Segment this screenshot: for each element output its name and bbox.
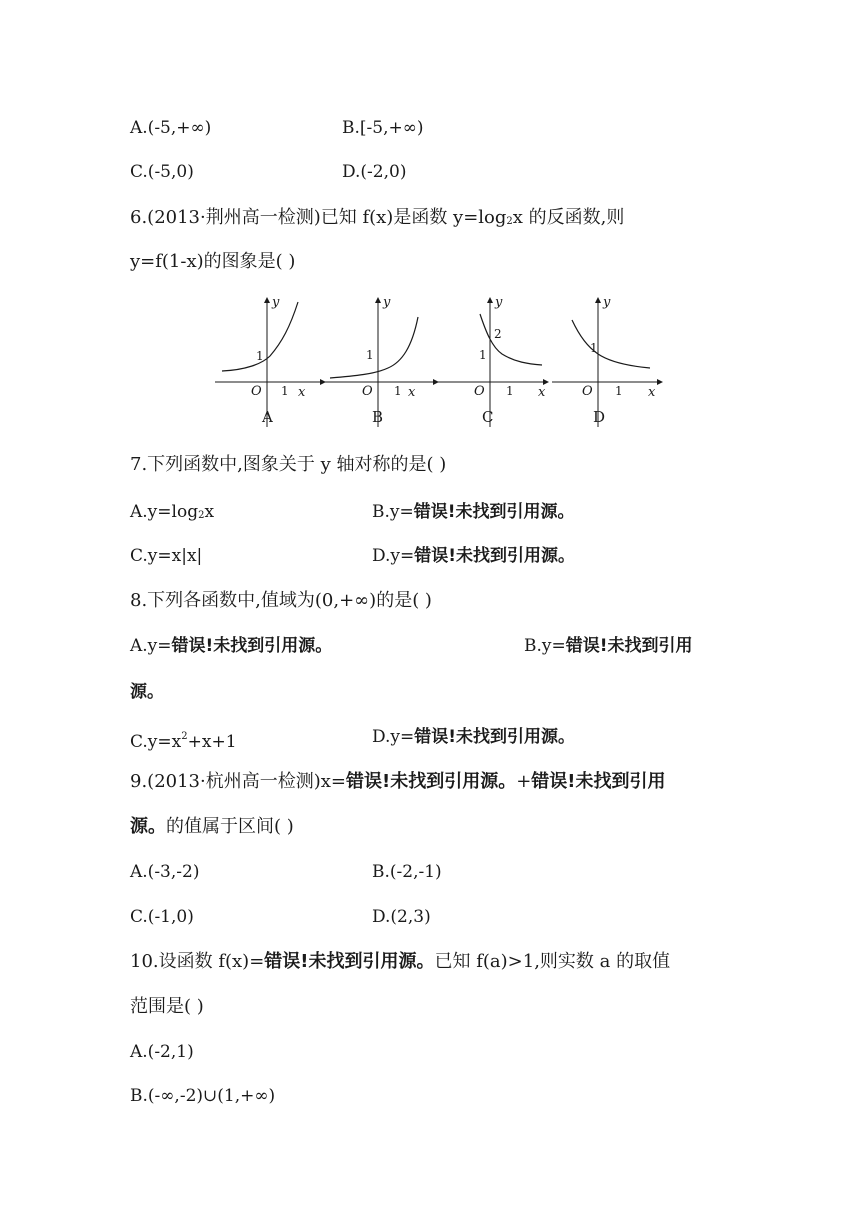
- q9-option-b: B.(-2,-1): [372, 862, 442, 882]
- q7-option-c: C.y=x|x|: [130, 546, 203, 566]
- graph-b-origin: O: [362, 384, 373, 399]
- q6-stem-line2: y=f(1-x)的图象是( ): [130, 251, 296, 272]
- q9-stem-prefix: 9.(2013·杭州高一检测)x=: [130, 771, 346, 792]
- q5-option-c: C.(-5,0): [130, 162, 194, 182]
- graph-d-curve: [572, 320, 650, 368]
- q10-stem-error: 错误!未找到引用源。: [264, 951, 435, 972]
- graph-a-letter: A: [262, 408, 273, 426]
- q8-option-c: [130, 725, 237, 754]
- q8-option-c-superscript: 2: [181, 731, 188, 742]
- q8-option-c-prefix: C.y=x: [130, 732, 182, 752]
- q9-stem-plus: +: [516, 771, 532, 792]
- q10-stem-line2: 范围是( ): [130, 996, 204, 1017]
- q6-stem-prefix: 6.(2013·荆州高一检测)已知 f(x)是函数 y=log: [130, 207, 507, 228]
- q10-option-a: A.(-2,1): [130, 1042, 194, 1062]
- q7-option-b-error: 错误!未找到引用源。: [413, 502, 575, 522]
- q10-stem-line1: [130, 950, 670, 974]
- q9-stem-error-2: 错误!未找到引用: [531, 771, 666, 792]
- graph-a-y-label: y: [272, 295, 280, 310]
- q6-stem-line1: [130, 206, 624, 234]
- q7-option-b-prefix: B.y=: [372, 502, 414, 522]
- q9-stem-error-2-continued: 源。: [130, 816, 166, 837]
- graph-b-y-label: y: [383, 295, 391, 310]
- graph-b-x-tick: 1: [394, 384, 402, 398]
- q6-stem-suffix: x 的反函数,则: [512, 207, 625, 228]
- q7-option-d-prefix: D.y=: [372, 546, 415, 566]
- q9-option-c: C.(-1,0): [130, 907, 194, 927]
- q8-option-d-error: 错误!未找到引用源。: [414, 727, 576, 747]
- graph-d-letter: D: [593, 408, 606, 426]
- graph-d: [552, 295, 662, 427]
- graph-b-curve: [330, 317, 418, 378]
- q5-option-d: D.(-2,0): [342, 162, 407, 182]
- graph-d-x-label: x: [648, 385, 656, 400]
- q7-option-d: [372, 544, 575, 568]
- q7-option-a: [130, 500, 214, 528]
- q5-option-a: A.(-5,+∞): [130, 118, 212, 138]
- q9-stem-suffix: 的值属于区间( ): [166, 816, 294, 837]
- graph-d-y-label: y: [603, 295, 611, 310]
- graph-a-origin: O: [251, 384, 262, 399]
- q8-option-b-error: 错误!未找到引用: [565, 636, 693, 656]
- graph-d-x-tick: 1: [615, 384, 623, 398]
- q9-stem-line2: [130, 815, 294, 839]
- q8-option-a-prefix: A.y=: [130, 636, 172, 656]
- q9-option-d: D.(2,3): [372, 907, 431, 927]
- q6-stem-subscript: 2: [506, 216, 513, 227]
- graph-c-two-label: 2: [494, 327, 502, 341]
- q6-graph-figure: [210, 292, 665, 432]
- graph-c-curve: [480, 314, 542, 365]
- graph-c-x-label: x: [538, 385, 546, 400]
- graph-b: [325, 295, 438, 427]
- q8-option-d-prefix: D.y=: [372, 727, 415, 747]
- q8-option-a: [130, 634, 332, 658]
- graph-a-x-label: x: [298, 385, 306, 400]
- graph-b-letter: B: [372, 408, 384, 426]
- graph-b-x-label: x: [408, 385, 416, 400]
- graph-c-letter: C: [482, 408, 494, 426]
- q7-option-d-error: 错误!未找到引用源。: [414, 546, 576, 566]
- q10-stem-prefix: 10.设函数 f(x)=: [130, 951, 265, 972]
- q10-stem-suffix: 已知 f(a)>1,则实数 a 的取值: [434, 951, 671, 972]
- q7-option-a-subscript: 2: [198, 510, 205, 521]
- graph-c: [438, 295, 548, 427]
- graph-a-y-tick: 1: [256, 349, 264, 363]
- graph-b-y-tick: 1: [366, 348, 374, 362]
- graph-c-y-tick: 1: [479, 348, 487, 362]
- q7-option-a-prefix: A.y=log: [130, 502, 199, 522]
- q9-stem-error-1: 错误!未找到引用源。: [345, 771, 517, 792]
- q9-stem-line1: [130, 770, 666, 794]
- graph-a-x-tick: 1: [281, 384, 289, 398]
- q8-option-b: [524, 634, 693, 658]
- q8-option-d: [372, 725, 575, 749]
- q8-option-b-error-continued: 源。: [130, 682, 164, 702]
- q8-option-a-error: 错误!未找到引用源。: [171, 636, 333, 656]
- q7-option-a-suffix: x: [204, 502, 215, 522]
- graph-a: [215, 295, 325, 427]
- q8-option-b-prefix: B.y=: [524, 636, 566, 656]
- q9-option-a: A.(-3,-2): [130, 862, 200, 882]
- graph-c-x-tick: 1: [506, 384, 514, 398]
- q7-option-b: [372, 500, 575, 524]
- q8-stem: 8.下列各函数中,值域为(0,+∞)的是( ): [130, 590, 432, 611]
- graph-c-origin: O: [474, 384, 485, 399]
- graph-d-y-tick: 1: [590, 341, 598, 355]
- q8-option-c-suffix: +x+1: [187, 732, 237, 752]
- graph-c-y-label: y: [495, 295, 503, 310]
- q10-option-b: B.(-∞,-2)∪(1,+∞): [130, 1086, 276, 1106]
- graph-d-origin: O: [582, 384, 593, 399]
- q7-stem: 7.下列函数中,图象关于 y 轴对称的是( ): [130, 454, 447, 475]
- q5-option-b: B.[-5,+∞): [342, 118, 424, 138]
